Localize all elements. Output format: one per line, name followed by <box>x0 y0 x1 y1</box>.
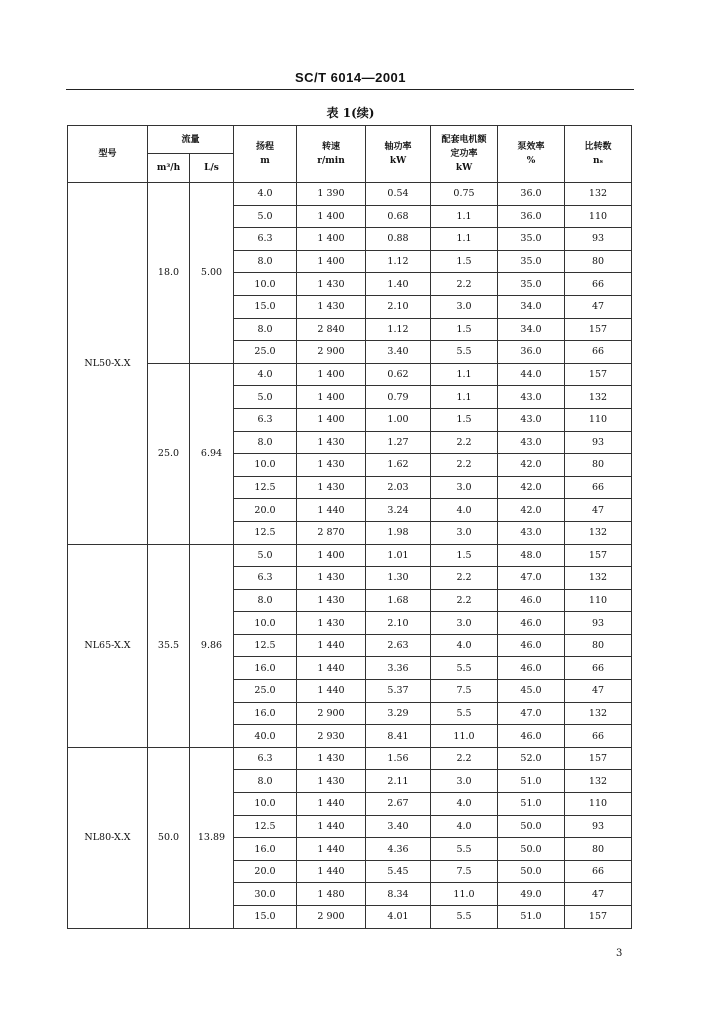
header-specific-speed <box>565 126 632 183</box>
motor-power-cell: 1.5 <box>431 544 498 567</box>
head-cell: 6.3 <box>234 567 297 590</box>
efficiency-cell: 50.0 <box>498 815 565 838</box>
head-cell: 20.0 <box>234 499 297 522</box>
shaft-power-cell: 2.10 <box>366 612 431 635</box>
speed-cell: 1 430 <box>297 567 366 590</box>
efficiency-cell: 46.0 <box>498 725 565 748</box>
motor-power-cell: 2.2 <box>431 747 498 770</box>
speed-cell: 1 440 <box>297 499 366 522</box>
efficiency-cell: 52.0 <box>498 747 565 770</box>
shaft-power-cell: 1.12 <box>366 250 431 273</box>
motor-power-cell: 5.5 <box>431 657 498 680</box>
head-cell: 12.5 <box>234 815 297 838</box>
header-rule <box>66 89 634 90</box>
header-motor-power-unit: kW <box>455 163 473 173</box>
motor-power-cell: 1.1 <box>431 228 498 251</box>
specific-speed-cell: 132 <box>565 521 632 544</box>
efficiency-cell: 35.0 <box>498 250 565 273</box>
motor-power-cell: 1.1 <box>431 363 498 386</box>
header-head <box>234 126 297 183</box>
speed-cell: 2 900 <box>297 341 366 364</box>
motor-power-cell: 3.0 <box>431 476 498 499</box>
head-cell: 10.0 <box>234 273 297 296</box>
shaft-power-cell: 1.01 <box>366 544 431 567</box>
motor-power-cell: 11.0 <box>431 883 498 906</box>
specific-speed-cell: 132 <box>565 567 632 590</box>
speed-cell: 1 430 <box>297 770 366 793</box>
head-cell: 6.3 <box>234 228 297 251</box>
model-cell: NL50-X.X <box>68 183 148 545</box>
speed-cell: 2 900 <box>297 702 366 725</box>
specific-speed-cell: 110 <box>565 205 632 228</box>
shaft-power-cell: 1.68 <box>366 589 431 612</box>
head-cell: 12.5 <box>234 476 297 499</box>
efficiency-cell: 42.0 <box>498 476 565 499</box>
head-cell: 8.0 <box>234 589 297 612</box>
shaft-power-cell: 3.40 <box>366 815 431 838</box>
motor-power-cell: 4.0 <box>431 815 498 838</box>
efficiency-cell: 46.0 <box>498 657 565 680</box>
head-cell: 15.0 <box>234 295 297 318</box>
efficiency-cell: 35.0 <box>498 273 565 296</box>
shaft-power-cell: 8.34 <box>366 883 431 906</box>
shaft-power-cell: 5.37 <box>366 680 431 703</box>
table-row <box>68 747 632 770</box>
motor-power-cell: 3.0 <box>431 770 498 793</box>
head-cell: 10.0 <box>234 793 297 816</box>
speed-cell: 1 430 <box>297 589 366 612</box>
speed-cell: 1 440 <box>297 860 366 883</box>
head-cell: 10.0 <box>234 454 297 477</box>
specific-speed-cell: 110 <box>565 408 632 431</box>
motor-power-cell: 1.1 <box>431 386 498 409</box>
shaft-power-cell: 2.11 <box>366 770 431 793</box>
speed-cell: 2 840 <box>297 318 366 341</box>
flow-m3h-cell: 25.0 <box>148 363 190 544</box>
specific-speed-cell: 47 <box>565 499 632 522</box>
specific-speed-cell: 66 <box>565 860 632 883</box>
efficiency-cell: 48.0 <box>498 544 565 567</box>
efficiency-cell: 36.0 <box>498 205 565 228</box>
shaft-power-cell: 1.30 <box>366 567 431 590</box>
header-speed <box>297 126 366 183</box>
header-shaft-power <box>366 126 431 183</box>
flow-m3h-cell: 18.0 <box>148 183 190 364</box>
header-shaft-power-unit: kW <box>389 156 407 166</box>
efficiency-cell: 36.0 <box>498 183 565 206</box>
speed-cell: 1 390 <box>297 183 366 206</box>
specific-speed-cell: 110 <box>565 793 632 816</box>
specific-speed-cell: 157 <box>565 363 632 386</box>
table-caption: 表 1(续) <box>326 106 375 120</box>
speed-cell: 1 400 <box>297 228 366 251</box>
header-motor-power-line1: 配套电机额 <box>441 135 487 145</box>
specific-speed-cell: 157 <box>565 544 632 567</box>
page-number: 3 <box>616 948 623 959</box>
pump-spec-table <box>67 125 632 929</box>
efficiency-cell: 34.0 <box>498 295 565 318</box>
efficiency-cell: 45.0 <box>498 680 565 703</box>
speed-cell: 1 400 <box>297 544 366 567</box>
efficiency-cell: 42.0 <box>498 454 565 477</box>
shaft-power-cell: 0.62 <box>366 363 431 386</box>
efficiency-cell: 43.0 <box>498 521 565 544</box>
header-flow: 流量 <box>148 126 234 154</box>
speed-cell: 1 430 <box>297 431 366 454</box>
specific-speed-cell: 157 <box>565 747 632 770</box>
head-cell: 8.0 <box>234 250 297 273</box>
motor-power-cell: 5.5 <box>431 906 498 929</box>
header-flow-ls: L/s <box>190 154 234 183</box>
head-cell: 5.0 <box>234 386 297 409</box>
efficiency-cell: 46.0 <box>498 634 565 657</box>
head-cell: 8.0 <box>234 431 297 454</box>
efficiency-cell: 35.0 <box>498 228 565 251</box>
header-shaft-power-label: 轴功率 <box>384 142 412 152</box>
efficiency-cell: 42.0 <box>498 499 565 522</box>
specific-speed-cell: 80 <box>565 454 632 477</box>
motor-power-cell: 2.2 <box>431 567 498 590</box>
efficiency-cell: 34.0 <box>498 318 565 341</box>
shaft-power-cell: 5.45 <box>366 860 431 883</box>
header-motor-power <box>431 126 498 183</box>
specific-speed-cell: 66 <box>565 725 632 748</box>
motor-power-cell: 7.5 <box>431 860 498 883</box>
speed-cell: 1 400 <box>297 363 366 386</box>
specific-speed-cell: 93 <box>565 612 632 635</box>
efficiency-cell: 43.0 <box>498 386 565 409</box>
head-cell: 25.0 <box>234 341 297 364</box>
efficiency-cell: 46.0 <box>498 589 565 612</box>
specific-speed-cell: 132 <box>565 183 632 206</box>
motor-power-cell: 11.0 <box>431 725 498 748</box>
speed-cell: 1 440 <box>297 634 366 657</box>
motor-power-cell: 1.1 <box>431 205 498 228</box>
efficiency-cell: 47.0 <box>498 567 565 590</box>
efficiency-cell: 46.0 <box>498 612 565 635</box>
efficiency-cell: 50.0 <box>498 860 565 883</box>
speed-cell: 1 400 <box>297 408 366 431</box>
specific-speed-cell: 157 <box>565 906 632 929</box>
specific-speed-cell: 157 <box>565 318 632 341</box>
speed-cell: 1 430 <box>297 454 366 477</box>
shaft-power-cell: 0.54 <box>366 183 431 206</box>
head-cell: 8.0 <box>234 770 297 793</box>
model-cell: NL65-X.X <box>68 544 148 747</box>
speed-cell: 1 400 <box>297 205 366 228</box>
flow-ls-cell: 6.94 <box>190 363 234 544</box>
flow-ls-cell: 13.89 <box>190 747 234 928</box>
table-row <box>68 363 632 386</box>
speed-cell: 1 440 <box>297 838 366 861</box>
shaft-power-cell: 0.88 <box>366 228 431 251</box>
specific-speed-cell: 66 <box>565 476 632 499</box>
efficiency-cell: 43.0 <box>498 431 565 454</box>
shaft-power-cell: 0.79 <box>366 386 431 409</box>
specific-speed-cell: 93 <box>565 431 632 454</box>
standard-number: SC/T 6014—2001 <box>294 70 407 85</box>
flow-m3h-cell: 35.5 <box>148 544 190 747</box>
motor-power-cell: 2.2 <box>431 273 498 296</box>
flow-m3h-cell: 50.0 <box>148 747 190 928</box>
shaft-power-cell: 3.40 <box>366 341 431 364</box>
speed-cell: 1 400 <box>297 386 366 409</box>
specific-speed-cell: 47 <box>565 295 632 318</box>
head-cell: 12.5 <box>234 634 297 657</box>
efficiency-cell: 44.0 <box>498 363 565 386</box>
motor-power-cell: 4.0 <box>431 499 498 522</box>
efficiency-cell: 43.0 <box>498 408 565 431</box>
specific-speed-cell: 80 <box>565 838 632 861</box>
head-cell: 5.0 <box>234 544 297 567</box>
speed-cell: 1 440 <box>297 793 366 816</box>
head-cell: 4.0 <box>234 183 297 206</box>
shaft-power-cell: 1.00 <box>366 408 431 431</box>
head-cell: 15.0 <box>234 906 297 929</box>
head-cell: 5.0 <box>234 205 297 228</box>
speed-cell: 1 440 <box>297 680 366 703</box>
header-head-label: 扬程 <box>255 142 274 152</box>
efficiency-cell: 49.0 <box>498 883 565 906</box>
header-specific-speed-unit: nₛ <box>592 156 604 166</box>
speed-cell: 1 430 <box>297 476 366 499</box>
head-cell: 12.5 <box>234 521 297 544</box>
motor-power-cell: 3.0 <box>431 612 498 635</box>
header-head-unit: m <box>260 156 270 166</box>
specific-speed-cell: 66 <box>565 273 632 296</box>
speed-cell: 2 870 <box>297 521 366 544</box>
speed-cell: 1 430 <box>297 747 366 770</box>
efficiency-cell: 51.0 <box>498 906 565 929</box>
specific-speed-cell: 47 <box>565 680 632 703</box>
header-efficiency <box>498 126 565 183</box>
speed-cell: 1 430 <box>297 295 366 318</box>
shaft-power-cell: 2.63 <box>366 634 431 657</box>
head-cell: 6.3 <box>234 747 297 770</box>
motor-power-cell: 0.75 <box>431 183 498 206</box>
specific-speed-cell: 132 <box>565 386 632 409</box>
shaft-power-cell: 1.56 <box>366 747 431 770</box>
shaft-power-cell: 0.68 <box>366 205 431 228</box>
head-cell: 10.0 <box>234 612 297 635</box>
shaft-power-cell: 3.36 <box>366 657 431 680</box>
specific-speed-cell: 66 <box>565 657 632 680</box>
speed-cell: 1 440 <box>297 815 366 838</box>
efficiency-cell: 47.0 <box>498 702 565 725</box>
header-model: 型号 <box>68 126 148 183</box>
shaft-power-cell: 1.98 <box>366 521 431 544</box>
header-efficiency-label: 泵效率 <box>517 142 545 152</box>
shaft-power-cell: 8.41 <box>366 725 431 748</box>
header-efficiency-unit: % <box>526 156 536 166</box>
head-cell: 6.3 <box>234 408 297 431</box>
specific-speed-cell: 47 <box>565 883 632 906</box>
efficiency-cell: 51.0 <box>498 793 565 816</box>
specific-speed-cell: 93 <box>565 815 632 838</box>
shaft-power-cell: 1.62 <box>366 454 431 477</box>
flow-ls-cell: 5.00 <box>190 183 234 364</box>
shaft-power-cell: 1.12 <box>366 318 431 341</box>
model-cell: NL80-X.X <box>68 747 148 928</box>
shaft-power-cell: 2.03 <box>366 476 431 499</box>
head-cell: 16.0 <box>234 657 297 680</box>
header-specific-speed-label: 比转数 <box>584 142 612 152</box>
motor-power-cell: 7.5 <box>431 680 498 703</box>
header-flow-m3h: m³/h <box>148 154 190 183</box>
speed-cell: 1 430 <box>297 612 366 635</box>
specific-speed-cell: 132 <box>565 770 632 793</box>
motor-power-cell: 1.5 <box>431 318 498 341</box>
table-row <box>68 544 632 567</box>
motor-power-cell: 3.0 <box>431 295 498 318</box>
motor-power-cell: 5.5 <box>431 341 498 364</box>
efficiency-cell: 36.0 <box>498 341 565 364</box>
flow-ls-cell: 9.86 <box>190 544 234 747</box>
table-row <box>68 183 632 206</box>
specific-speed-cell: 110 <box>565 589 632 612</box>
speed-cell: 1 480 <box>297 883 366 906</box>
motor-power-cell: 1.5 <box>431 250 498 273</box>
efficiency-cell: 50.0 <box>498 838 565 861</box>
speed-cell: 1 440 <box>297 657 366 680</box>
header-speed-label: 转速 <box>321 142 340 152</box>
efficiency-cell: 51.0 <box>498 770 565 793</box>
specific-speed-cell: 80 <box>565 250 632 273</box>
shaft-power-cell: 2.10 <box>366 295 431 318</box>
head-cell: 8.0 <box>234 318 297 341</box>
motor-power-cell: 4.0 <box>431 634 498 657</box>
motor-power-cell: 5.5 <box>431 838 498 861</box>
head-cell: 40.0 <box>234 725 297 748</box>
head-cell: 4.0 <box>234 363 297 386</box>
header-motor-power-line2: 定功率 <box>450 149 478 159</box>
motor-power-cell: 4.0 <box>431 793 498 816</box>
shaft-power-cell: 2.67 <box>366 793 431 816</box>
specific-speed-cell: 66 <box>565 341 632 364</box>
speed-cell: 2 900 <box>297 906 366 929</box>
motor-power-cell: 3.0 <box>431 521 498 544</box>
specific-speed-cell: 93 <box>565 228 632 251</box>
motor-power-cell: 2.2 <box>431 454 498 477</box>
specific-speed-cell: 80 <box>565 634 632 657</box>
shaft-power-cell: 1.27 <box>366 431 431 454</box>
motor-power-cell: 2.2 <box>431 431 498 454</box>
head-cell: 16.0 <box>234 702 297 725</box>
head-cell: 25.0 <box>234 680 297 703</box>
speed-cell: 1 400 <box>297 250 366 273</box>
head-cell: 20.0 <box>234 860 297 883</box>
shaft-power-cell: 3.29 <box>366 702 431 725</box>
shaft-power-cell: 3.24 <box>366 499 431 522</box>
header-speed-unit: r/min <box>317 156 345 166</box>
head-cell: 30.0 <box>234 883 297 906</box>
motor-power-cell: 2.2 <box>431 589 498 612</box>
head-cell: 16.0 <box>234 838 297 861</box>
speed-cell: 1 430 <box>297 273 366 296</box>
shaft-power-cell: 1.40 <box>366 273 431 296</box>
motor-power-cell: 1.5 <box>431 408 498 431</box>
shaft-power-cell: 4.36 <box>366 838 431 861</box>
speed-cell: 2 930 <box>297 725 366 748</box>
shaft-power-cell: 4.01 <box>366 906 431 929</box>
motor-power-cell: 5.5 <box>431 702 498 725</box>
specific-speed-cell: 132 <box>565 702 632 725</box>
